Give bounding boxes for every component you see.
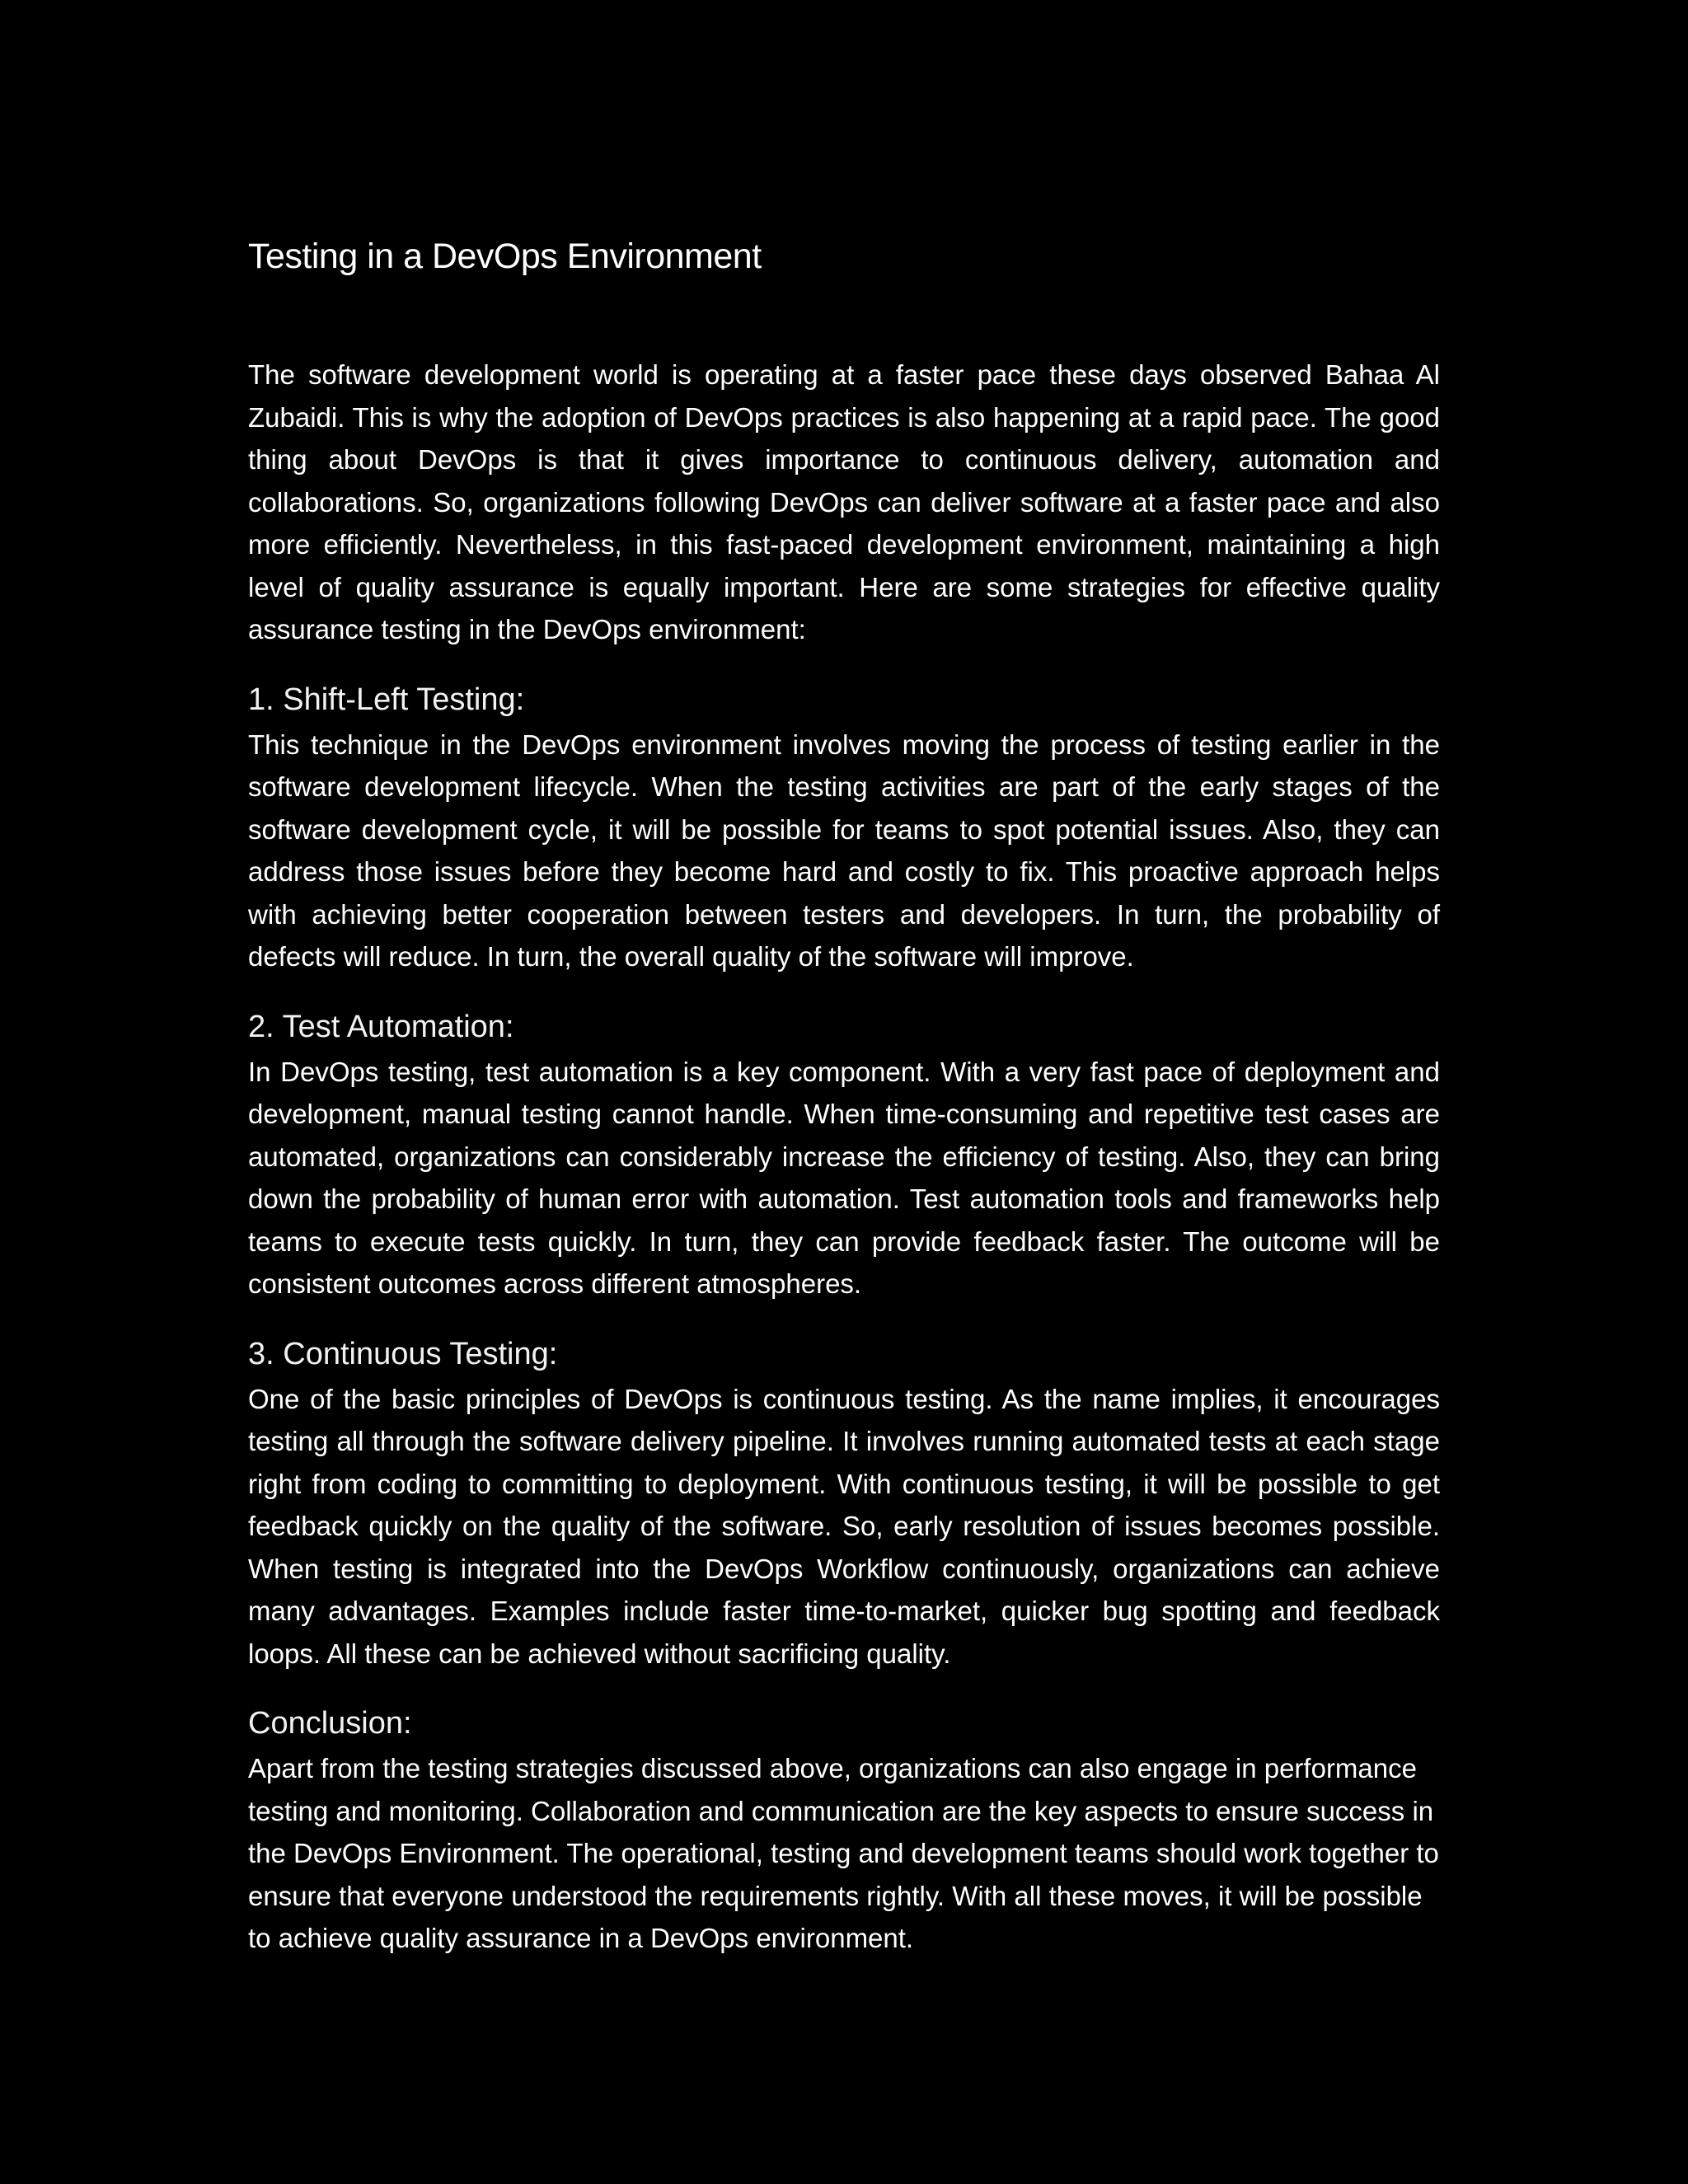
section-heading: Conclusion: <box>248 1706 412 1741</box>
section-body: This technique in the DevOps environment involves moving the process of testing earlier in the software development lifecycle. When the testing activities are part of the early stages of the software development cycle, it will be possible for teams to spot potential issues. Also, they can address those issues before they become hard and costly to fix. This proactive approach helps with achieving better cooperation between testers and developers. In turn, the probability of defects will reduce. In turn, the overall quality of the software will improve. <box>248 729 1440 972</box>
section-heading: 2. Test Automation: <box>248 1009 514 1044</box>
section-body: In DevOps testing, test automation is a key component. With a very fast pace of deployment and development, manual testing cannot handle. When time-consuming and repetitive test cases are automated, organizations can considerably increase the efficiency of testing. Also, they can bring down the probability of human error with automation. Test automation tools and frameworks help teams to execute tests quickly. In turn, they can provide feedback faster. The outcome will be consistent outcomes across different atmospheres. <box>248 1056 1440 1299</box>
section-body: One of the basic principles of DevOps is continuous testing. As the name implies, it encourages testing all through the software delivery pipeline. It involves running automated tests at each stage right from coding to committing to deployment. With continuous testing, it will be possible to get feedback quickly on the quality of the software. So, early resolution of issues becomes possible. When testing is integrated into the DevOps Workflow continuously, organizations can achieve many advantages. Examples include faster time-to-market, quicker bug spotting and feedback loops. All these can be achieved without sacrificing quality. <box>248 1383 1440 1669</box>
section-heading: 3. Continuous Testing: <box>248 1336 558 1371</box>
document-page <box>248 233 1440 1988</box>
intro-paragraph: The software development world is operating at a faster pace these days observed Bahaa Al Zubaidi. This is why the adoption of DevOps practices is also happening at a rapid pace. The good thing about DevOps is that it gives importance to continuous delivery, automation and collaborations. So, organizations following DevOps can deliver software at a faster pace and also more efficiently. Nevertheless, in this fast-paced development environment, maintaining a high level of quality assurance is equally important. Here are some strategies for effective quality assurance testing in the DevOps environment: <box>248 359 1440 644</box>
section-heading: 1. Shift-Left Testing: <box>248 682 525 717</box>
section-test-automation <box>248 1006 1440 1305</box>
document-title: Testing in a DevOps Environment <box>248 237 762 276</box>
section-continuous-testing <box>248 1333 1440 1675</box>
section-body: Apart from the testing strategies discussed above, organizations can also engage in performance testing and monitoring. Collaboration and communication are the key aspects to ensure success in the DevOps Environment. The operational, testing and development teams should work together to ensure that everyone understood the requirements rightly. With all these moves, it will be possible to achieve quality assurance in a DevOps environment. <box>248 1753 1439 1953</box>
section-conclusion <box>248 1703 1440 1960</box>
section-shift-left-testing <box>248 679 1440 978</box>
